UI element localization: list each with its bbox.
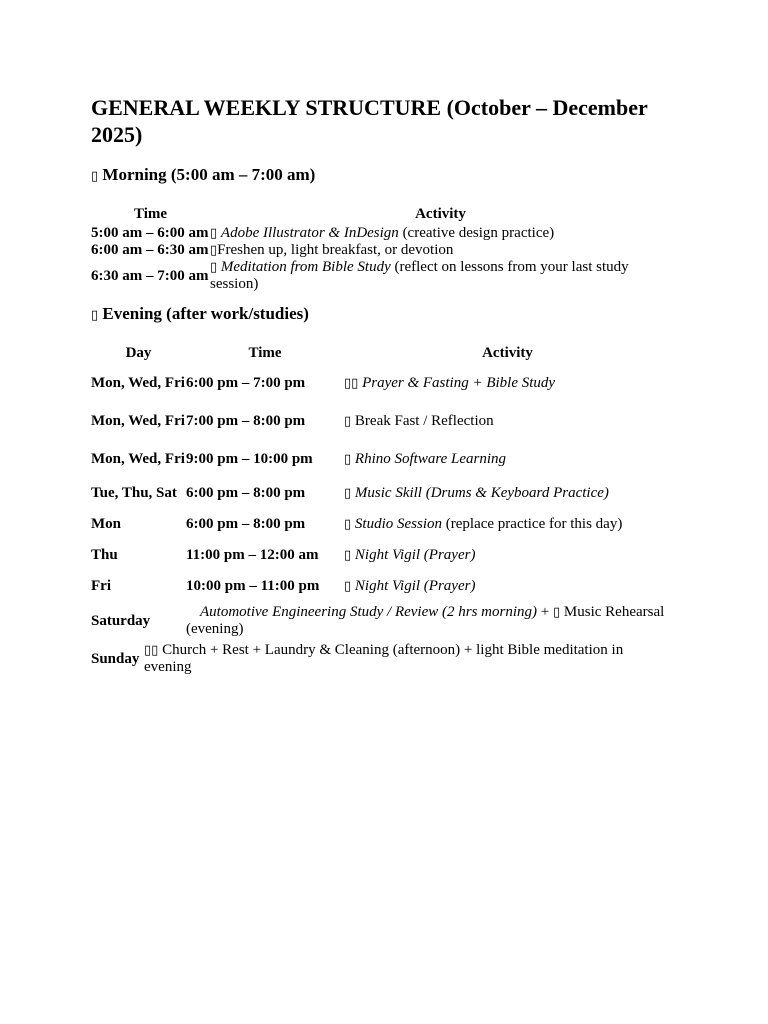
time-cell: 6:00 pm – 8:00 pm [186,485,306,501]
activity-cell [344,509,671,540]
activity-cell [186,602,671,640]
morning-table [91,204,671,293]
time-cell: 6:00 pm – 7:00 pm [186,374,306,391]
day-cell: Tue, Thu, Sat [91,485,177,501]
morning-heading [91,164,671,188]
evening-header-row [91,343,671,364]
col-header-activity: Activity [482,345,533,361]
activity-text: Church + Rest + Laundry & Cleaning (afternoon) + light Bible meditation in evening [144,642,624,675]
activity-text: Freshen up, light breakfast, or devotion [217,242,454,258]
day-cell: Mon [91,516,121,532]
candle-icon: ▯ [344,579,352,594]
table-row-sunday [91,640,671,678]
evening-table [91,343,671,640]
day-cell: Saturday [91,612,151,629]
time-cell: 11:00 pm – 12:00 am [186,547,319,563]
candle-icon: ▯ [344,548,352,563]
col-header-day: Day [125,345,152,361]
activity-cell [210,242,671,259]
meal-icon: ▯ [344,413,352,429]
activity-text: Break Fast / Reflection [354,412,494,429]
activity-emphasis: Prayer & Fasting + Bible Study [362,374,556,391]
activity-cell [344,478,671,509]
activity-emphasis: Night Vigil (Prayer) [354,547,476,563]
day-cell: Thu [91,547,118,563]
table-row-saturday [91,602,671,640]
activity-text-2: Music Rehearsal (evening) [186,604,665,637]
breakfast-icon: ▯ [210,243,218,258]
activity-cell [144,640,671,678]
activity-text: (reflect on lessons from your last study session) [210,259,629,292]
table-row [91,571,671,602]
morning-heading-text: Morning (5:00 am – 7:00 am) [102,165,316,184]
activity-emphasis: Studio Session [354,516,442,532]
activity-cell [344,440,671,478]
bible-icon: ▯ [351,375,359,391]
activity-cell [344,571,671,602]
activity-text: (creative design practice) [398,225,555,241]
col-header-activity: Activity [415,206,466,222]
sun-icon: ▯ [91,169,99,184]
table-row [91,509,671,540]
microphone-icon: ▯ [344,517,352,532]
time-cell: 6:30 am – 7:00 am [91,267,209,284]
music-icon: ▯ [553,605,561,620]
activity-text: + [537,604,553,620]
col-header-time: Time [248,345,282,361]
activity-cell [344,364,671,402]
prayer-icon: ▯ [344,375,352,391]
day-cell: Mon, Wed, Fri [91,412,185,429]
day-cell: Mon, Wed, Fri [91,450,185,467]
activity-cell [344,540,671,571]
table-row [91,242,671,259]
activity-emphasis: Meditation from Bible Study [220,259,391,275]
morning-header-row [91,204,671,225]
time-cell: 7:00 pm – 8:00 pm [186,412,306,429]
table-row [91,364,671,402]
evening-heading-text: Evening (after work/studies) [102,304,309,323]
activity-cell [344,402,671,440]
computer-icon: ▯ [344,451,352,467]
activity-emphasis: Automotive Engineering Study / Review (2 hrs morning) [200,604,538,620]
table-row [91,225,671,242]
day-cell: Fri [91,578,111,594]
time-cell: 6:00 am – 6:30 am [91,242,209,258]
table-row [91,540,671,571]
activity-cell [210,225,671,242]
activity-emphasis: Night Vigil (Prayer) [354,578,476,594]
activity-text: (replace practice for this day) [442,516,623,532]
sunday-table [91,640,671,678]
day-cell: Sunday [91,650,140,667]
table-row [91,440,671,478]
time-cell: 6:00 pm – 8:00 pm [186,516,306,532]
activity-emphasis: Rhino Software Learning [354,450,507,467]
table-row [91,259,671,293]
activity-cell [210,259,671,293]
church-icon: ▯ [144,643,152,658]
time-cell: 5:00 am – 6:00 am [91,225,209,241]
evening-heading [91,303,671,327]
document-page [91,94,671,678]
moon-icon: ▯ [91,308,99,323]
rest-icon: ▯ [151,643,159,658]
activity-emphasis: Music Skill (Drums & Keyboard Practice) [354,485,609,501]
time-cell: 9:00 pm – 10:00 pm [186,450,313,467]
col-header-time: Time [133,206,168,222]
design-icon: ▯ [210,226,218,241]
time-cell: 10:00 pm – 11:00 pm [186,578,320,594]
table-row [91,402,671,440]
day-cell: Mon, Wed, Fri [91,374,185,391]
activity-emphasis: Adobe Illustrator & InDesign [220,225,399,241]
bible-icon: ▯ [210,260,218,275]
page-title: GENERAL WEEKLY STRUCTURE (October – December 2025) [91,95,648,147]
table-row [91,478,671,509]
drum-icon: ▯ [344,486,352,501]
